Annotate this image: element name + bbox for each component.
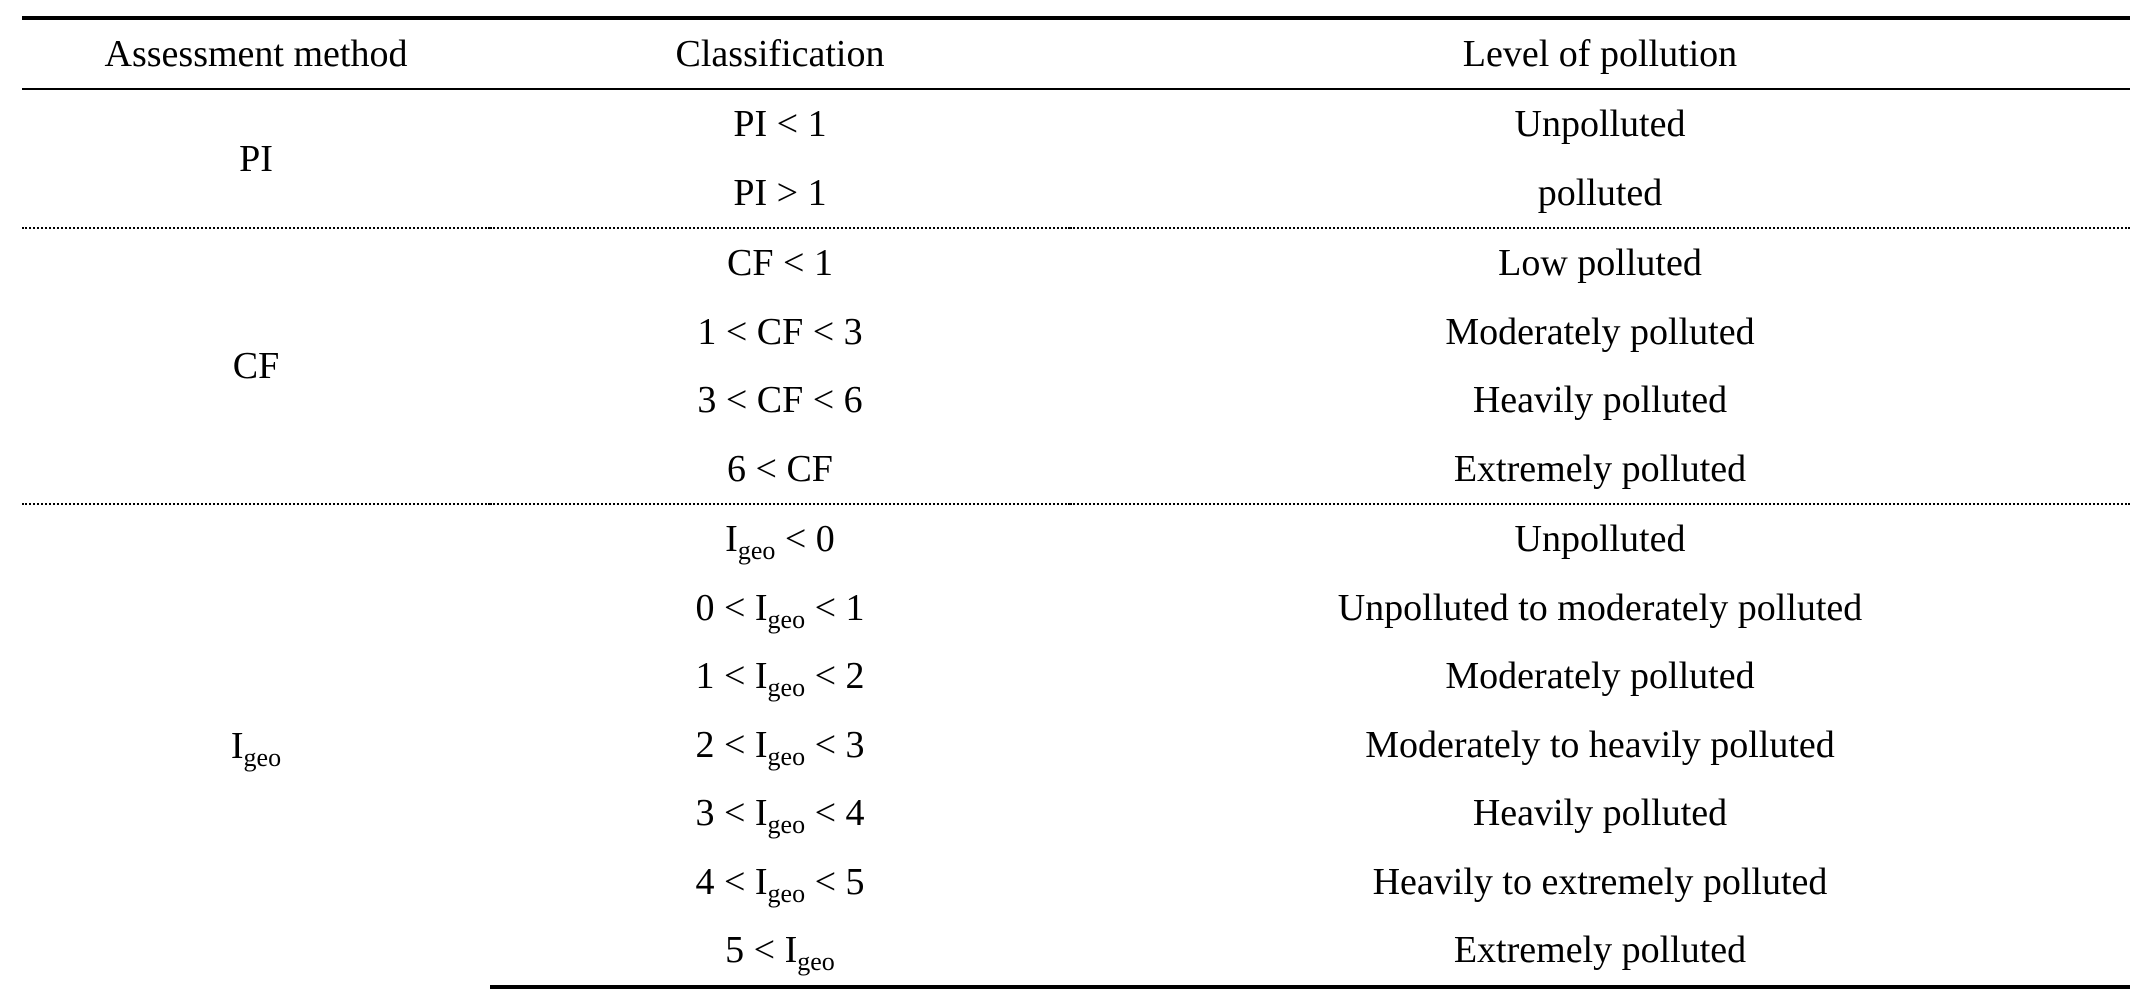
method-name: PI xyxy=(239,137,273,180)
classification-prefix: 3 < CF < 6 xyxy=(697,379,863,422)
classification-variable: I xyxy=(754,655,768,698)
classification-subscript: geo xyxy=(767,673,806,703)
classification-cell xyxy=(490,642,1070,711)
classification-suffix: < 0 xyxy=(775,518,835,561)
level-of-pollution-cell: Heavily to extremely polluted xyxy=(1372,860,1828,903)
classification-suffix: < 2 xyxy=(805,655,865,698)
level-of-pollution-cell: Unpolluted to moderately polluted xyxy=(1337,586,1863,629)
classification-suffix: < 3 xyxy=(805,723,865,766)
classification-prefix: 1 < xyxy=(695,655,755,698)
level-of-pollution-cell: Unpolluted xyxy=(1070,504,2130,574)
level-of-pollution-cell: Moderately polluted xyxy=(1445,655,1755,698)
header-level-of-pollution: Level of pollution xyxy=(1462,33,1738,75)
level-of-pollution-cell: Moderately to heavily polluted xyxy=(1365,723,1835,766)
classification-prefix: PI > 1 xyxy=(733,171,827,214)
classification-prefix: 6 < CF xyxy=(727,447,833,490)
assessment-method-cell xyxy=(22,89,490,228)
classification-cell xyxy=(490,298,1070,367)
assessment-method-cell xyxy=(22,228,490,504)
method-group xyxy=(22,228,2130,504)
classification-prefix: 1 < CF < 3 xyxy=(697,310,863,353)
classification-prefix: PI < 1 xyxy=(733,103,827,146)
classification-variable: I xyxy=(754,586,768,629)
level-of-pollution-cell: Low polluted xyxy=(1070,228,2130,298)
classification-cell xyxy=(490,89,1070,159)
table-row xyxy=(22,504,2130,574)
table-header xyxy=(22,18,2130,89)
level-of-pollution-cell: Moderately polluted xyxy=(1445,310,1755,353)
classification-subscript: geo xyxy=(767,741,806,771)
classification-cell xyxy=(490,916,1070,987)
level-of-pollution-cell: Unpolluted xyxy=(1514,103,1686,146)
classification-subscript: geo xyxy=(797,947,835,977)
classification-prefix: CF < 1 xyxy=(727,242,833,285)
classification-subscript: geo xyxy=(767,604,806,634)
classification-suffix: < 1 xyxy=(805,586,865,629)
classification-cell xyxy=(490,574,1070,643)
classification-suffix: < 4 xyxy=(805,792,865,835)
classification-cell xyxy=(490,159,1070,229)
classification-variable: I xyxy=(725,518,738,561)
classification-subscript: geo xyxy=(737,536,776,566)
classification-cell xyxy=(490,228,1070,298)
classification-variable: I xyxy=(754,723,768,766)
method-group xyxy=(22,504,2130,987)
classification-prefix: 4 < xyxy=(695,860,755,903)
classification-prefix: 5 < xyxy=(725,929,785,972)
classification-cell xyxy=(490,366,1070,435)
classification-cell xyxy=(490,779,1070,848)
level-of-pollution-cell: polluted xyxy=(1537,171,1663,214)
classification-prefix: 0 < xyxy=(695,586,755,629)
classification-subscript: geo xyxy=(767,810,806,840)
classification-variable: I xyxy=(784,929,798,972)
level-of-pollution-cell: Heavily polluted xyxy=(1472,379,1728,422)
pollution-assessment-table xyxy=(22,16,2130,989)
method-subscript: geo xyxy=(243,742,282,772)
level-of-pollution-cell: Extremely polluted xyxy=(1453,447,1747,490)
classification-cell xyxy=(490,711,1070,780)
classification-cell xyxy=(490,504,1070,574)
table-row xyxy=(22,228,2130,298)
level-of-pollution-cell: Heavily polluted xyxy=(1472,792,1728,835)
classification-subscript: geo xyxy=(767,878,806,908)
method-group xyxy=(22,89,2130,228)
classification-prefix: 2 < xyxy=(695,723,755,766)
header-assessment-method: Assessment method xyxy=(104,33,408,75)
header-classification: Classification xyxy=(675,33,885,75)
classification-suffix: < 5 xyxy=(805,860,865,903)
assessment-method-cell xyxy=(22,504,490,987)
classification-variable: I xyxy=(754,792,768,835)
classification-prefix: 3 < xyxy=(695,792,755,835)
method-name: CF xyxy=(232,345,280,387)
classification-variable: I xyxy=(754,860,768,903)
method-name: I xyxy=(230,724,244,767)
table-row xyxy=(22,89,2130,159)
classification-cell xyxy=(490,848,1070,917)
classification-cell xyxy=(490,435,1070,505)
pollution-assessment-table-container xyxy=(22,16,2130,989)
header-row xyxy=(22,18,2130,89)
level-of-pollution-cell: Extremely polluted xyxy=(1070,916,2130,987)
